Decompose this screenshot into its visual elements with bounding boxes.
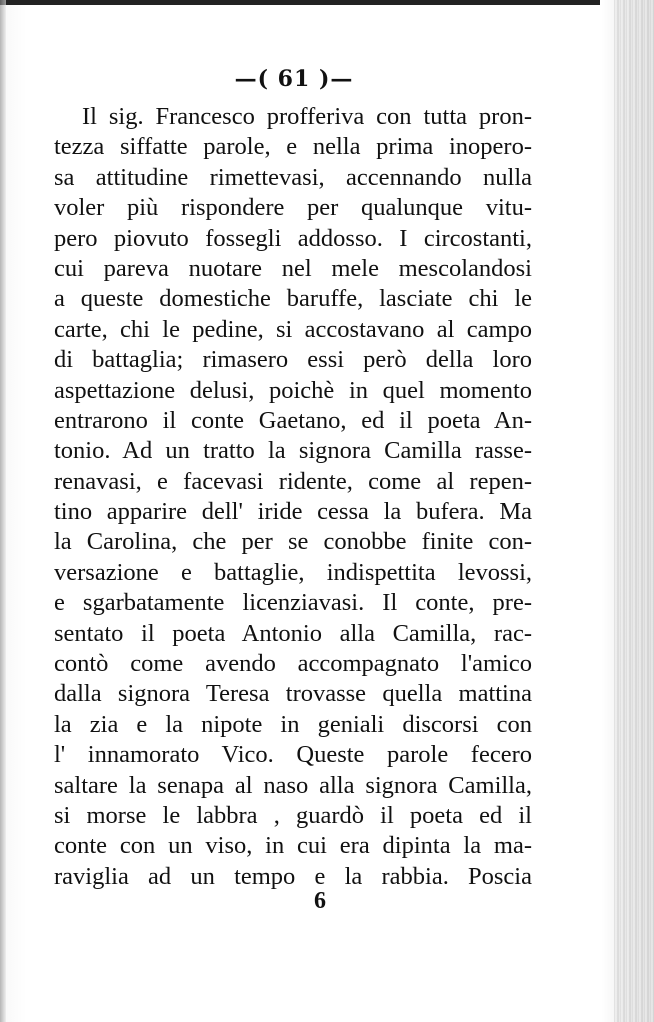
text-line: dalla signora Teresa trovasse quella mattina	[54, 680, 532, 708]
text-line: a queste domestiche baruffe, lasciate chi le	[54, 285, 532, 313]
text-line: raviglia ad un tempo e la rabbia. Poscia	[54, 862, 532, 890]
text-line: contò come avendo accompagnato l'amico	[54, 650, 532, 678]
text-line: e sgarbatamente licenziavasi. Il conte, pre-	[54, 589, 532, 617]
text-line: aspettazione delusi, poichè in quel momento	[54, 376, 532, 404]
text-line: sentato il poeta Antonio alla Camilla, rac-	[54, 619, 532, 647]
text-line: entrarono il conte Gaetano, ed il poeta An-	[54, 406, 532, 434]
page-number: —( 61 )—	[234, 66, 354, 92]
text-line: conte con un viso, in cui era dipinta la ma-	[54, 832, 532, 860]
text-line: tezza siffatte parole, e nella prima inopero-	[54, 133, 532, 161]
text-line: Il sig. Francesco profferiva con tutta pron-	[82, 103, 532, 130]
right-page-edge	[614, 0, 654, 1022]
text-line: versazione e battaglie, indispettita levossi,	[54, 558, 532, 586]
text-line: di battaglia; rimasero essi però della loro	[54, 346, 532, 374]
text-line: saltare la senapa al naso alla signora Camilla,	[54, 771, 532, 799]
left-page-edge	[0, 0, 6, 1022]
text-line: la zia e la nipote in geniali discorsi con	[54, 710, 532, 738]
text-line: cui pareva nuotare nel mele mescolandosi	[54, 254, 532, 282]
text-line: tonio. Ad un tratto la signora Camilla rasse-	[54, 437, 532, 465]
text-line: pero piovuto fossegli addosso. I circostanti,	[54, 224, 532, 252]
text-line: renavasi, e facevasi ridente, come al repen-	[54, 467, 532, 495]
text-line: la Carolina, che per se conobbe finite con-	[54, 528, 532, 556]
top-border-rule	[0, 0, 600, 5]
text-line: si morse le labbra , guardò il poeta ed il	[54, 801, 532, 829]
text-line: tino apparire dell' iride cessa la bufera. Ma	[54, 498, 532, 526]
text-line: voler più rispondere per qualunque vitu-	[54, 194, 532, 222]
text-line: sa attitudine rimettevasi, accennando nulla	[54, 163, 532, 191]
body-text	[54, 102, 532, 892]
signature-mark: 6	[314, 888, 326, 914]
text-line: carte, chi le pedine, si accostavano al campo	[54, 315, 532, 343]
text-line: l' innamorato Vico. Queste parole fecero	[54, 741, 532, 769]
